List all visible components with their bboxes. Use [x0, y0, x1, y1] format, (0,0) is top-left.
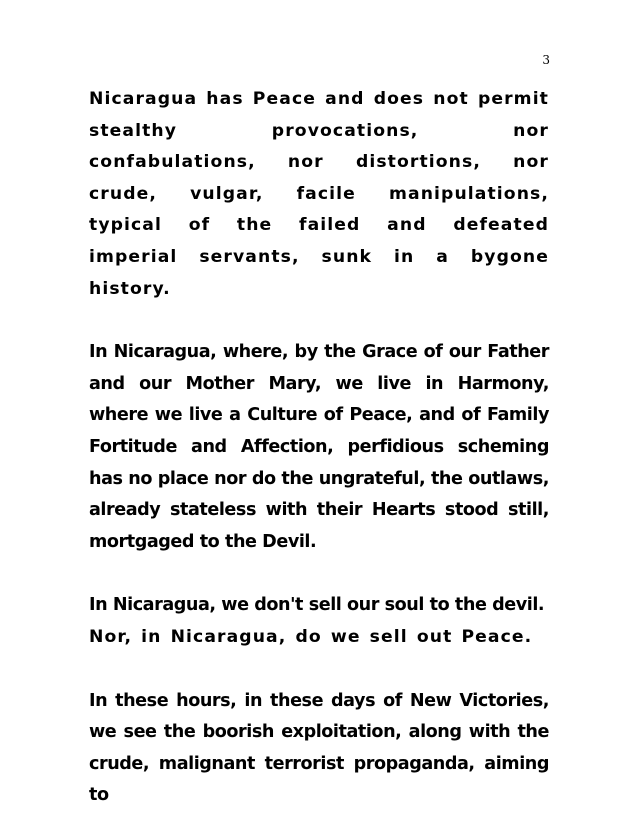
paragraph-peace-statement: Nicaragua has Peace and does not permit stealthy provocations, nor confabulations, nor distortions, nor crude, vulgar, facile manipulations, typical of the failed and defeated imperial servants, sunk in a bygone history.	[89, 89, 549, 299]
page-number: 3	[542, 53, 550, 67]
paragraph-harmony: In Nicaragua, where, by the Grace of our Father and our Mother Mary, we live in Harmony, where we live a Culture of Peace, and of Family Fortitude and Affection, perfidious scheming has no place nor do the ungrateful, the outlaws, already stateless with their Hearts stood still, mortgaged to the Devil.	[89, 342, 549, 552]
line-sell-out-peace: Nor, in Nicaragua, do we sell out Peace.	[89, 626, 533, 647]
document-body	[89, 84, 549, 812]
line-soul-devil: In Nicaragua, we don't sell our soul to the devil.	[89, 595, 545, 616]
paragraph-new-victories: In these hours, in these days of New Victories, we see the boorish exploitation, along with the crude, malignant terrorist propaganda, aiming to	[89, 690, 549, 806]
